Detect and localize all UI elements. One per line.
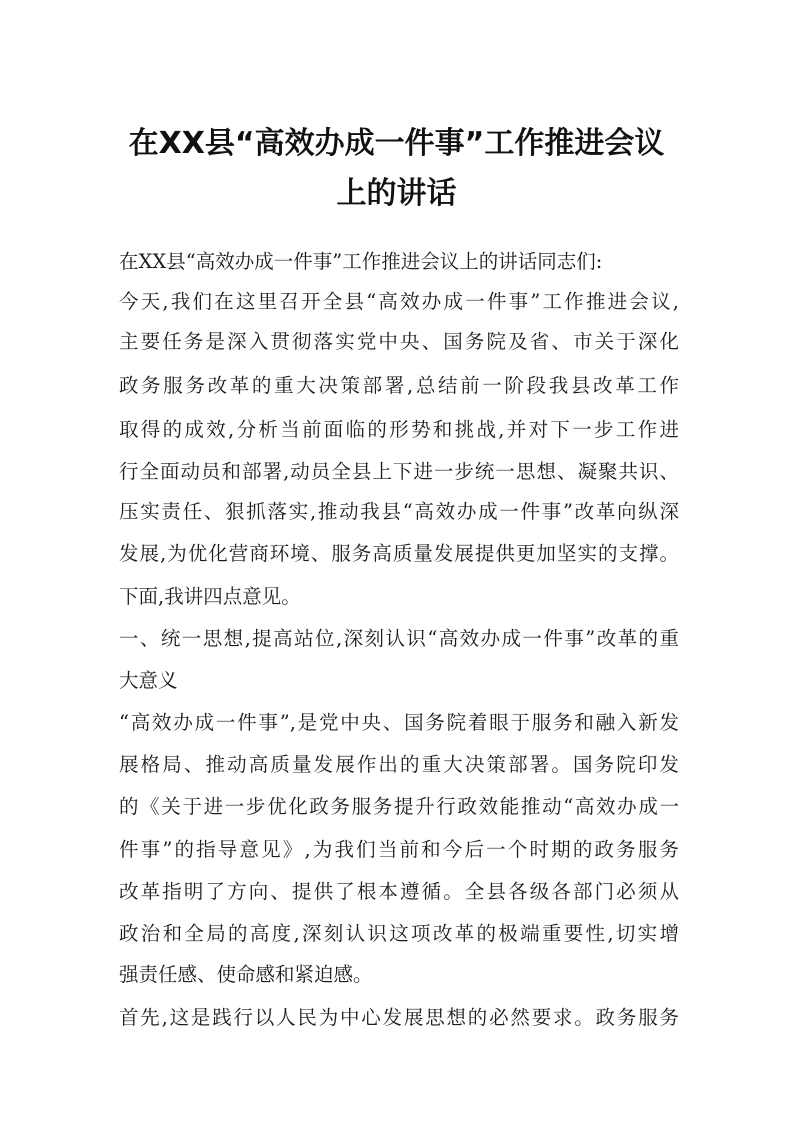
body-text-line: 首先,这是践行以人民为中心发展思想的必然要求。政务服务 — [119, 1006, 679, 1029]
body-text-line: 的《关于进一步优化政务服务提升行政效能推动“高效办成一 — [119, 795, 679, 818]
body-text-line: 下面,我讲四点意见。 — [119, 585, 301, 608]
body-text-line: 政务服务改革的重大决策部署,总结前一阶段我县改革工作 — [119, 374, 679, 397]
body-text-line: 强责任感、使命感和紧迫感。 — [119, 963, 373, 986]
body-text-line: 主要任务是深入贯彻落实党中央、国务院及省、市关于深化 — [119, 330, 679, 353]
body-text-line: 在XX县“高效办成一件事”工作推进会议上的讲话同志们: — [119, 250, 603, 273]
body-text-line: “高效办成一件事”,是党中央、国务院着眼于服务和融入新发 — [119, 711, 679, 734]
section-heading-line: 一、统一思想,提高站位,深刻认识“高效办成一件事”改革的重 — [119, 627, 679, 650]
body-text-line: 件事”的指导意见》,为我们当前和今后一个时期的政务服务 — [119, 838, 679, 861]
body-text-line: 政治和全局的高度,深刻认识这项改革的极端重要性,切实增 — [119, 922, 679, 945]
body-text-line: 发展,为优化营商环境、服务高质量发展提供更加坚实的支撑。 — [119, 542, 679, 565]
body-text-line: 压实责任、狠抓落实,推动我县“高效办成一件事”改革向纵深 — [119, 500, 679, 523]
body-text-line: 展格局、推动高质量发展作出的重大决策部署。国务院印发 — [119, 753, 679, 776]
document-title-line-2: 上的讲话 — [336, 176, 457, 211]
document-title-line-1: 在XX县“高效办成一件事”工作推进会议 — [128, 126, 665, 161]
body-text-line: 取得的成效,分析当前面临的形势和挑战,并对下一步工作进 — [119, 418, 679, 441]
section-heading-line: 大意义 — [119, 669, 178, 692]
body-text-line: 今天,我们在这里召开全县“高效办成一件事”工作推进会议, — [119, 290, 679, 313]
body-text-line: 行全面动员和部署,动员全县上下进一步统一思想、凝聚共识、 — [119, 460, 679, 483]
body-text-line: 改革指明了方向、提供了根本遵循。全县各级各部门必须从 — [119, 880, 679, 903]
